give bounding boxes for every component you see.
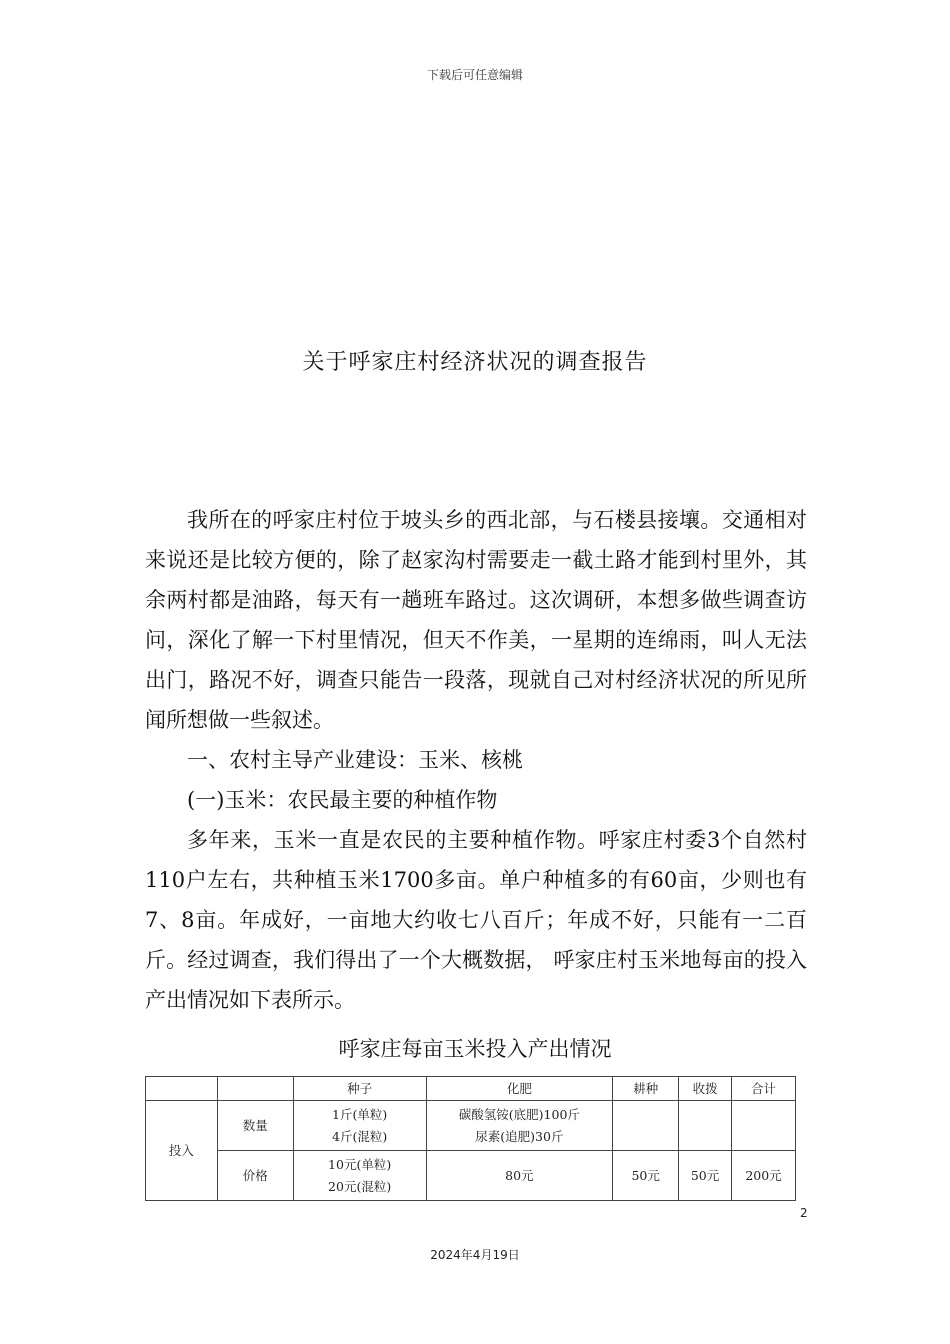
section-heading: 一、农村主导产业建设：玉米、核桃 [187, 748, 523, 772]
cell-line: 1斤(单粒) [332, 1106, 388, 1122]
group-label-cell: 投入 [146, 1101, 218, 1201]
row-label-cell: 价格 [217, 1151, 293, 1201]
subsection-heading: (一)玉米：农民最主要的种植作物 [187, 788, 498, 812]
harvest-cell [679, 1101, 732, 1151]
seed-cell [293, 1151, 426, 1201]
table-row [146, 1151, 796, 1201]
header-cell: 耕种 [613, 1077, 679, 1101]
plow-cell: 50元 [613, 1151, 679, 1201]
header-cell [146, 1077, 218, 1101]
input-output-table [145, 1076, 796, 1201]
table-row [146, 1101, 796, 1151]
table-header-row [146, 1077, 796, 1101]
header-cell: 合计 [732, 1077, 796, 1101]
document-body [145, 500, 807, 1020]
cell-line: 尿素(追肥)30斤 [475, 1128, 564, 1144]
table-caption: 呼家庄每亩玉米投入产出情况 [338, 1037, 612, 1061]
paragraph: 多年来，玉米一直是农民的主要种植作物。呼家庄村委3个自然村110户左右，共种植玉米1700多亩。单户种植多的有60亩，少则也有7、8亩。年成好，一亩地大约收七八百斤；年成不好，只能有一二百斤。经过调查，我们得出了一个大概数据， 呼家庄村玉米地每亩的投入产出情况如下表所示。 [145, 828, 807, 1012]
header-cell [217, 1077, 293, 1101]
document-title: 关于呼家庄村经济状况的调查报告 [302, 350, 648, 375]
cell-line: 10元(单粒) [328, 1156, 392, 1172]
seed-cell [293, 1101, 426, 1151]
paragraph: 我所在的呼家庄村位于坡头乡的西北部，与石楼县接壤。交通相对来说还是比较方便的，除了赵家沟村需要走一截土路才能到村里外，其余两村都是油路，每天有一趟班车路过。这次调研，本想多做些调查访问，深化了解一下村里情况，但天不作美，一星期的连绵雨，叫人无法出门，路况不好，调查只能告一段落，现就自己对村经济状况的所见所闻所想做一些叙述。 [145, 508, 807, 732]
cell-line: 4斤(混粒) [332, 1128, 388, 1144]
fertilizer-cell: 80元 [426, 1151, 613, 1201]
footer-date: 2024年4月19日 [430, 1248, 520, 1262]
page-header: 下载后可任意编辑 [426, 68, 523, 82]
cell-line: 碳酸氢铵(底肥)100斤 [458, 1106, 580, 1122]
fertilizer-cell [426, 1101, 613, 1151]
total-cell [732, 1101, 796, 1151]
header-cell: 种子 [293, 1077, 426, 1101]
total-cell: 200元 [732, 1151, 796, 1201]
header-cell: 收拨 [679, 1077, 732, 1101]
cell-line: 20元(混粒) [328, 1178, 392, 1194]
header-cell: 化肥 [426, 1077, 613, 1101]
harvest-cell: 50元 [679, 1151, 732, 1201]
plow-cell [613, 1101, 679, 1151]
page-number: 2 [800, 1206, 808, 1220]
row-label-cell: 数量 [217, 1101, 293, 1151]
